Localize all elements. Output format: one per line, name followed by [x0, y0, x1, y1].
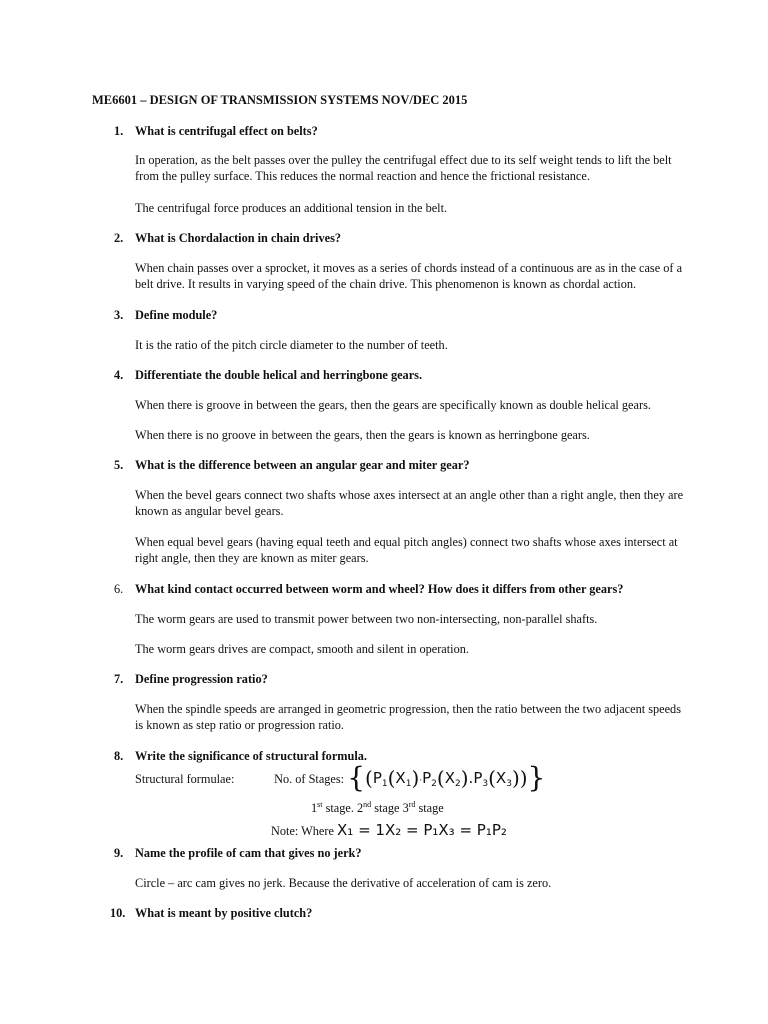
note-row [271, 822, 507, 839]
note-label: Note: Where [271, 824, 338, 838]
question-3: Define module? [135, 308, 218, 322]
question-number-1: 1. [114, 124, 124, 138]
answer-1-paragraph-2: The centrifugal force produces an additional tension in the belt. [135, 201, 448, 215]
answer-6-paragraph-1: The worm gears are used to transmit power between two non-intersecting, non-parallel shafts. [135, 612, 598, 626]
question-number-8: 8. [114, 749, 124, 763]
question-2: What is Chordalaction in chain drives? [135, 231, 341, 245]
question-number-5: 5. [114, 458, 124, 472]
question-number-9: 9. [114, 846, 124, 860]
question-number-3: 3. [114, 308, 124, 322]
stage-labels: 1st stage. 2nd stage 3rd stage [311, 800, 444, 815]
question-number-7: 7. [114, 672, 124, 686]
question-number-4: 4. [114, 368, 124, 382]
stages-label: No. of Stages: [274, 772, 345, 786]
question-1: What is centrifugal effect on belts? [135, 124, 318, 138]
question-6: What kind contact occurred between worm and wheel? How does it differs from other gears? [135, 582, 624, 596]
answer-5-paragraph-2: When equal bevel gears (having equal teeth and equal pitch angles) connect two shafts whose axes intersect at right angle, then they are known as miter gears. [135, 535, 678, 565]
answer-2-paragraph-1: When chain passes over a sprocket, it moves as a series of chords instead of a continuous are as in the case of a belt drive. It results in varying speed of the chain drive. This phenomenon is known as chordal action. [135, 261, 683, 291]
structural-formula-row [135, 761, 546, 794]
question-number-10: 10. [110, 906, 126, 920]
structural-formula-label: Structural formulae: [135, 772, 235, 786]
answer-3-paragraph-1: It is the ratio of the pitch circle diameter to the number of teeth. [135, 338, 448, 352]
question-number-6: 6. [114, 582, 124, 596]
answer-5-paragraph-1: When the bevel gears connect two shafts whose axes intersect at an angle other than a right angle, then they are known as angular bevel gears. [135, 488, 684, 518]
question-4: Differentiate the double helical and herringbone gears. [135, 368, 423, 382]
page-title: ME6601 – DESIGN OF TRANSMISSION SYSTEMS NOV/DEC 2015 [92, 93, 468, 107]
question-number-2: 2. [114, 231, 124, 245]
answer-1-paragraph-1: In operation, as the belt passes over the pulley the centrifugal effect due to its self weight tends to lift the belt from the pulley surface. This reduces the normal reaction and hence the frictional resistance. [135, 153, 672, 183]
answer-4-paragraph-1: When there is groove in between the gears, then the gears are specifically known as double helical gears. [135, 398, 651, 412]
question-9: Name the profile of cam that gives no jerk? [135, 846, 362, 860]
question-8: Write the significance of structural formula. [135, 749, 368, 763]
question-5: What is the difference between an angular gear and miter gear? [135, 458, 470, 472]
structural-formula: $\{(P_1(X_1)\cdot P_2(X_2).P_3(X_3))\}$ [347, 761, 546, 794]
answer-4-paragraph-2: When there is no groove in between the gears, then the gears is known as herringbone gears. [135, 428, 590, 442]
answer-9-paragraph-1: Circle – arc cam gives no jerk. Because the derivative of acceleration of cam is zero. [135, 876, 552, 890]
question-7: Define progression ratio? [135, 672, 268, 686]
note-formula: X₁ = 1X₂ = P₁X₃ = P₁P₂ [337, 821, 507, 839]
answer-6-paragraph-2: The worm gears drives are compact, smooth and silent in operation. [135, 642, 469, 656]
question-10: What is meant by positive clutch? [135, 906, 313, 920]
answer-7-paragraph-1: When the spindle speeds are arranged in geometric progression, then the ratio between the two adjacent speeds is known as step ratio or progression ratio. [135, 702, 681, 732]
